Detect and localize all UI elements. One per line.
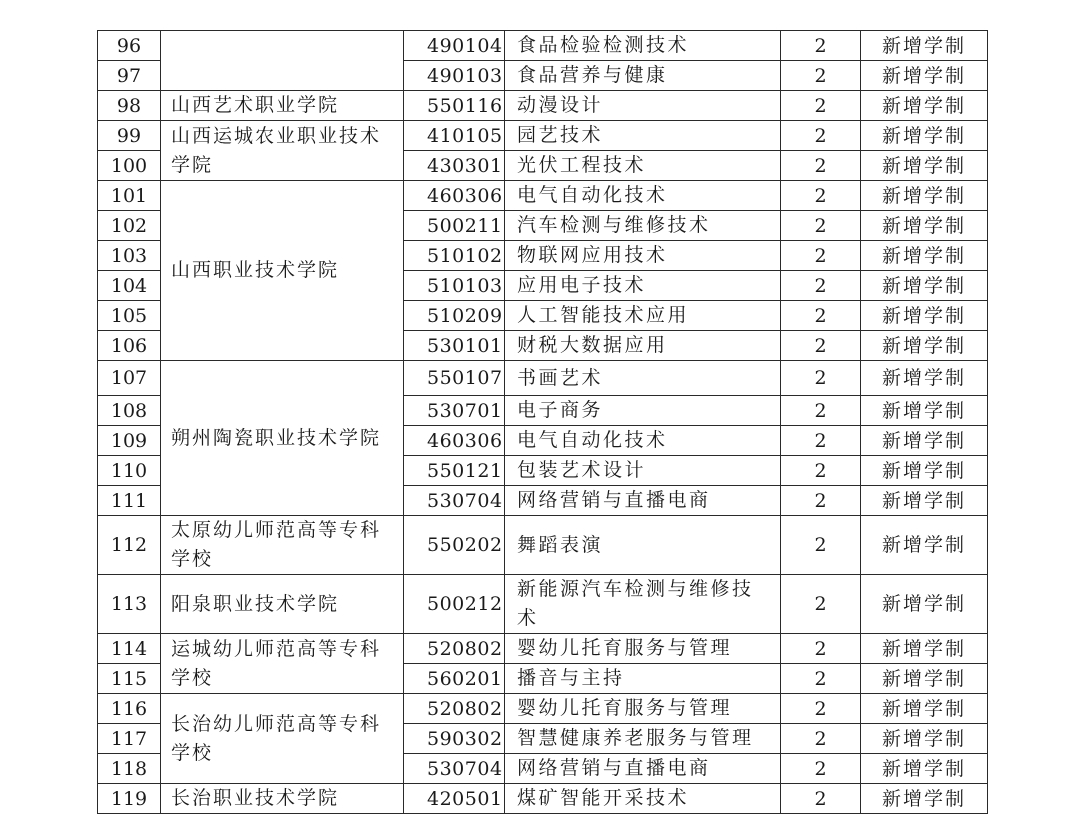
table-row xyxy=(98,31,988,61)
major-code: 490104 xyxy=(404,31,505,61)
change-type: 新增学制 xyxy=(861,754,988,784)
study-years: 2 xyxy=(781,694,861,724)
major-code: 530704 xyxy=(404,754,505,784)
row-number: 117 xyxy=(98,724,161,754)
study-years: 2 xyxy=(781,61,861,91)
major-name: 舞蹈表演 xyxy=(505,516,781,575)
study-years: 2 xyxy=(781,331,861,361)
row-number: 103 xyxy=(98,241,161,271)
school-name: 山西职业技术学院 xyxy=(161,181,404,361)
change-type: 新增学制 xyxy=(861,151,988,181)
row-number: 96 xyxy=(98,31,161,61)
change-type: 新增学制 xyxy=(861,724,988,754)
change-type: 新增学制 xyxy=(861,456,988,486)
change-type: 新增学制 xyxy=(861,486,988,516)
row-number: 100 xyxy=(98,151,161,181)
major-code: 460306 xyxy=(404,426,505,456)
major-name: 煤矿智能开采技术 xyxy=(505,784,781,814)
change-type: 新增学制 xyxy=(861,331,988,361)
change-type: 新增学制 xyxy=(861,181,988,211)
study-years: 2 xyxy=(781,664,861,694)
major-name: 婴幼儿托育服务与管理 xyxy=(505,634,781,664)
school-name: 山西运城农业职业技术学院 xyxy=(161,121,404,181)
major-code: 530101 xyxy=(404,331,505,361)
row-number: 111 xyxy=(98,486,161,516)
study-years: 2 xyxy=(781,516,861,575)
major-code: 460306 xyxy=(404,181,505,211)
major-name: 食品检验检测技术 xyxy=(505,31,781,61)
major-name: 应用电子技术 xyxy=(505,271,781,301)
study-years: 2 xyxy=(781,91,861,121)
school-name xyxy=(161,31,404,91)
major-name: 电子商务 xyxy=(505,396,781,426)
study-years: 2 xyxy=(781,754,861,784)
major-name: 智慧健康养老服务与管理 xyxy=(505,724,781,754)
row-number: 114 xyxy=(98,634,161,664)
major-code: 590302 xyxy=(404,724,505,754)
change-type: 新增学制 xyxy=(861,211,988,241)
row-number: 116 xyxy=(98,694,161,724)
school-name: 阳泉职业技术学院 xyxy=(161,575,404,634)
school-name: 太原幼儿师范高等专科学校 xyxy=(161,516,404,575)
table-row xyxy=(98,516,988,575)
change-type: 新增学制 xyxy=(861,664,988,694)
study-years: 2 xyxy=(781,361,861,396)
change-type: 新增学制 xyxy=(861,516,988,575)
major-name: 书画艺术 xyxy=(505,361,781,396)
row-number: 108 xyxy=(98,396,161,426)
major-code: 500212 xyxy=(404,575,505,634)
study-years: 2 xyxy=(781,301,861,331)
major-name: 网络营销与直播电商 xyxy=(505,486,781,516)
change-type: 新增学制 xyxy=(861,31,988,61)
major-code: 520802 xyxy=(404,694,505,724)
table-row xyxy=(98,575,988,634)
change-type: 新增学制 xyxy=(861,396,988,426)
row-number: 99 xyxy=(98,121,161,151)
major-code: 510103 xyxy=(404,271,505,301)
table-row xyxy=(98,784,988,814)
major-name: 新能源汽车检测与维修技术 xyxy=(505,575,781,634)
row-number: 107 xyxy=(98,361,161,396)
major-code: 550121 xyxy=(404,456,505,486)
study-years: 2 xyxy=(781,181,861,211)
change-type: 新增学制 xyxy=(861,61,988,91)
row-number: 113 xyxy=(98,575,161,634)
major-code: 500211 xyxy=(404,211,505,241)
major-name: 园艺技术 xyxy=(505,121,781,151)
major-code: 430301 xyxy=(404,151,505,181)
row-number: 106 xyxy=(98,331,161,361)
school-name: 山西艺术职业学院 xyxy=(161,91,404,121)
study-years: 2 xyxy=(781,271,861,301)
change-type: 新增学制 xyxy=(861,241,988,271)
table-row xyxy=(98,361,988,396)
study-years: 2 xyxy=(781,634,861,664)
change-type: 新增学制 xyxy=(861,694,988,724)
major-name: 婴幼儿托育服务与管理 xyxy=(505,694,781,724)
major-code: 560201 xyxy=(404,664,505,694)
row-number: 101 xyxy=(98,181,161,211)
major-code: 410105 xyxy=(404,121,505,151)
row-number: 104 xyxy=(98,271,161,301)
school-name: 长治幼儿师范高等专科学校 xyxy=(161,694,404,784)
row-number: 105 xyxy=(98,301,161,331)
major-name: 网络营销与直播电商 xyxy=(505,754,781,784)
major-code: 420501 xyxy=(404,784,505,814)
major-code: 510209 xyxy=(404,301,505,331)
change-type: 新增学制 xyxy=(861,361,988,396)
majors-table xyxy=(97,30,988,814)
school-name: 朔州陶瓷职业技术学院 xyxy=(161,361,404,516)
row-number: 115 xyxy=(98,664,161,694)
study-years: 2 xyxy=(781,456,861,486)
major-code: 550116 xyxy=(404,91,505,121)
table-row xyxy=(98,634,988,664)
study-years: 2 xyxy=(781,211,861,241)
study-years: 2 xyxy=(781,31,861,61)
major-name: 人工智能技术应用 xyxy=(505,301,781,331)
major-code: 530701 xyxy=(404,396,505,426)
change-type: 新增学制 xyxy=(861,91,988,121)
row-number: 119 xyxy=(98,784,161,814)
row-number: 112 xyxy=(98,516,161,575)
major-name: 电气自动化技术 xyxy=(505,426,781,456)
major-name: 播音与主持 xyxy=(505,664,781,694)
study-years: 2 xyxy=(781,121,861,151)
study-years: 2 xyxy=(781,241,861,271)
study-years: 2 xyxy=(781,396,861,426)
major-name: 物联网应用技术 xyxy=(505,241,781,271)
table-row xyxy=(98,91,988,121)
change-type: 新增学制 xyxy=(861,121,988,151)
major-name: 包装艺术设计 xyxy=(505,456,781,486)
school-name: 运城幼儿师范高等专科学校 xyxy=(161,634,404,694)
row-number: 102 xyxy=(98,211,161,241)
study-years: 2 xyxy=(781,151,861,181)
row-number: 109 xyxy=(98,426,161,456)
table-row xyxy=(98,181,988,211)
major-code: 550202 xyxy=(404,516,505,575)
change-type: 新增学制 xyxy=(861,634,988,664)
row-number: 118 xyxy=(98,754,161,784)
major-name: 汽车检测与维修技术 xyxy=(505,211,781,241)
study-years: 2 xyxy=(781,426,861,456)
change-type: 新增学制 xyxy=(861,426,988,456)
table-row xyxy=(98,121,988,151)
change-type: 新增学制 xyxy=(861,301,988,331)
change-type: 新增学制 xyxy=(861,784,988,814)
major-name: 食品营养与健康 xyxy=(505,61,781,91)
major-code: 530704 xyxy=(404,486,505,516)
major-name: 光伏工程技术 xyxy=(505,151,781,181)
major-code: 520802 xyxy=(404,634,505,664)
study-years: 2 xyxy=(781,486,861,516)
row-number: 98 xyxy=(98,91,161,121)
major-name: 财税大数据应用 xyxy=(505,331,781,361)
table-row xyxy=(98,694,988,724)
change-type: 新增学制 xyxy=(861,575,988,634)
major-code: 510102 xyxy=(404,241,505,271)
major-code: 490103 xyxy=(404,61,505,91)
school-name: 长治职业技术学院 xyxy=(161,784,404,814)
major-code: 550107 xyxy=(404,361,505,396)
study-years: 2 xyxy=(781,575,861,634)
study-years: 2 xyxy=(781,784,861,814)
change-type: 新增学制 xyxy=(861,271,988,301)
study-years: 2 xyxy=(781,724,861,754)
row-number: 110 xyxy=(98,456,161,486)
row-number: 97 xyxy=(98,61,161,91)
major-name: 电气自动化技术 xyxy=(505,181,781,211)
major-name: 动漫设计 xyxy=(505,91,781,121)
